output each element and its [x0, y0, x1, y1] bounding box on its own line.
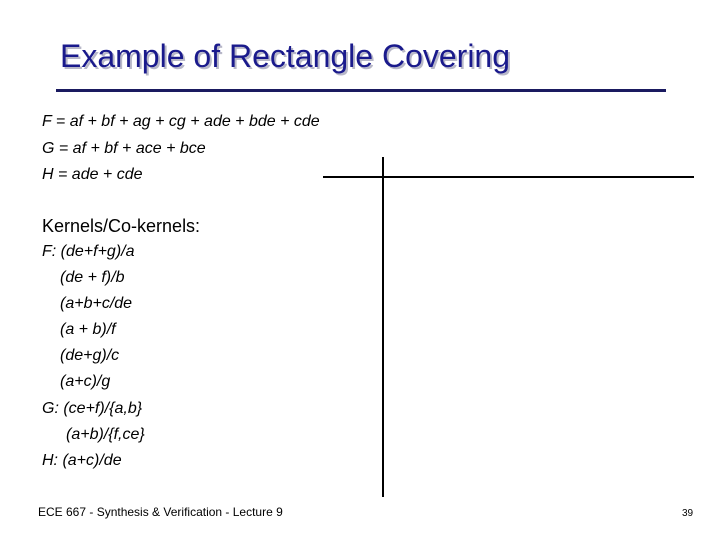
kernel-line: H: (a+c)/de — [42, 452, 122, 469]
kernel-line: (de+g)/c — [60, 347, 120, 364]
title-underline — [56, 89, 666, 92]
kernel-line: (a + b)/f — [60, 321, 116, 338]
footer-text: ECE 667 - Synthesis & Verification - Lecture 9 — [38, 505, 283, 519]
matrix-vertical-axis — [382, 157, 384, 497]
matrix-horizontal-axis — [323, 176, 694, 178]
kernel-line: G: (ce+f)/{a,b} — [42, 400, 143, 417]
kernel-line: (a+c)/g — [60, 373, 111, 390]
kernel-line: (de + f)/b — [60, 269, 125, 286]
slide-title: Example of Rectangle Covering — [60, 38, 511, 74]
equation-g: G = af + bf + ace + bce — [42, 140, 206, 157]
kernels-heading: Kernels/Co-kernels: — [42, 216, 201, 236]
kernel-line: F: (de+f+g)/a — [42, 243, 135, 260]
kernel-line: (a+b+c/de — [60, 295, 133, 312]
equation-f: F = af + bf + ag + cg + ade + bde + cde — [42, 113, 320, 130]
page-number: 39 — [682, 508, 694, 519]
equation-h: H = ade + cde — [42, 166, 143, 183]
equation-f-row — [42, 113, 320, 131]
kernel-line: (a+b)/{f,ce} — [66, 426, 145, 443]
